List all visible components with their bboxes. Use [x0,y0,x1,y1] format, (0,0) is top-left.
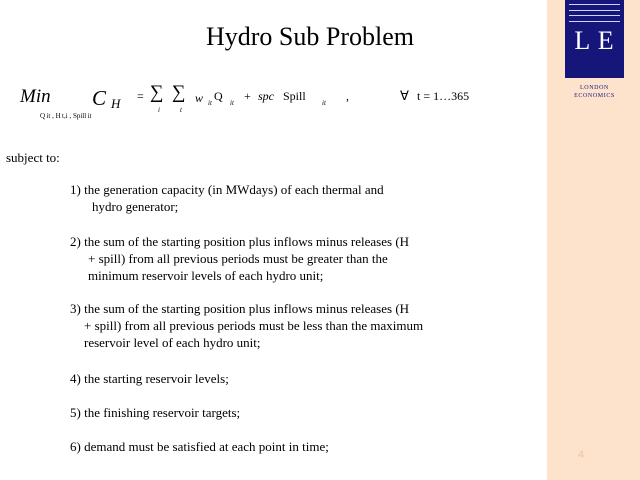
eq-equals: = [137,89,144,103]
constraint-line: 6) demand must be satisfied at each point in time; [70,439,329,454]
eq-forall: ∀ [400,88,409,103]
constraint-item [70,233,409,284]
page-number: 4 [578,449,585,461]
eq-cost-subscript: H [111,96,121,111]
eq-release-subscript: it [230,99,234,107]
constraint-line: hydro generator; [92,199,179,214]
logo-caption-line2: ECONOMICS [574,93,615,99]
eq-release: Q [214,89,223,103]
eq-sum-2-index: t [180,106,182,114]
constraint-line: + spill) from all previous periods must be less than the maximum [84,318,424,333]
constraint-item [70,181,384,215]
eq-sum-1-index: i [158,106,160,114]
eq-plus: + [244,89,251,103]
eq-time-range: t = 1…365 [417,89,470,103]
constraint-item [70,438,329,455]
logo-letters: L E [574,26,615,55]
eq-spill-cost: spc [258,89,274,103]
constraint-line: 3) the sum of the starting position plus inflows minus releases (H [70,301,410,316]
eq-sum-2: ∑ [172,82,186,103]
slide-title: Hydro Sub Problem [206,22,414,51]
logo-caption [565,84,624,100]
eq-sum-1: ∑ [150,82,164,103]
eq-spill-subscript: it [322,99,326,107]
logo-caption-line1: LONDON [580,85,609,91]
constraint-line: 2) the sum of the starting position plus inflows minus releases (H [70,234,410,249]
eq-min: Min [20,86,51,107]
eq-weight: w [195,91,204,105]
eq-spill: Spill [283,89,306,103]
eq-weight-subscript: it [208,99,212,107]
constraint-item [70,370,229,387]
constraint-item [70,300,423,351]
constraint-line: minimum reservoir levels of each hydro unit; [88,268,324,283]
subject-to-label: subject to: [6,150,60,165]
eq-cost-symbol: C [92,86,107,110]
constraint-line: + spill) from all previous periods must be greater than the [88,251,388,266]
constraint-line: 5) the finishing reservoir targets; [70,405,241,420]
eq-min-subscript: Q it , H t,i , Spill it [40,112,92,120]
constraint-line: 1) the generation capacity (in MWdays) of each thermal and [70,182,384,197]
constraint-item [70,404,240,421]
constraint-line: 4) the starting reservoir levels; [70,371,229,386]
constraint-line: reservoir level of each hydro unit; [84,335,261,350]
eq-comma: , [346,89,349,103]
logo-stripes [569,4,620,22]
